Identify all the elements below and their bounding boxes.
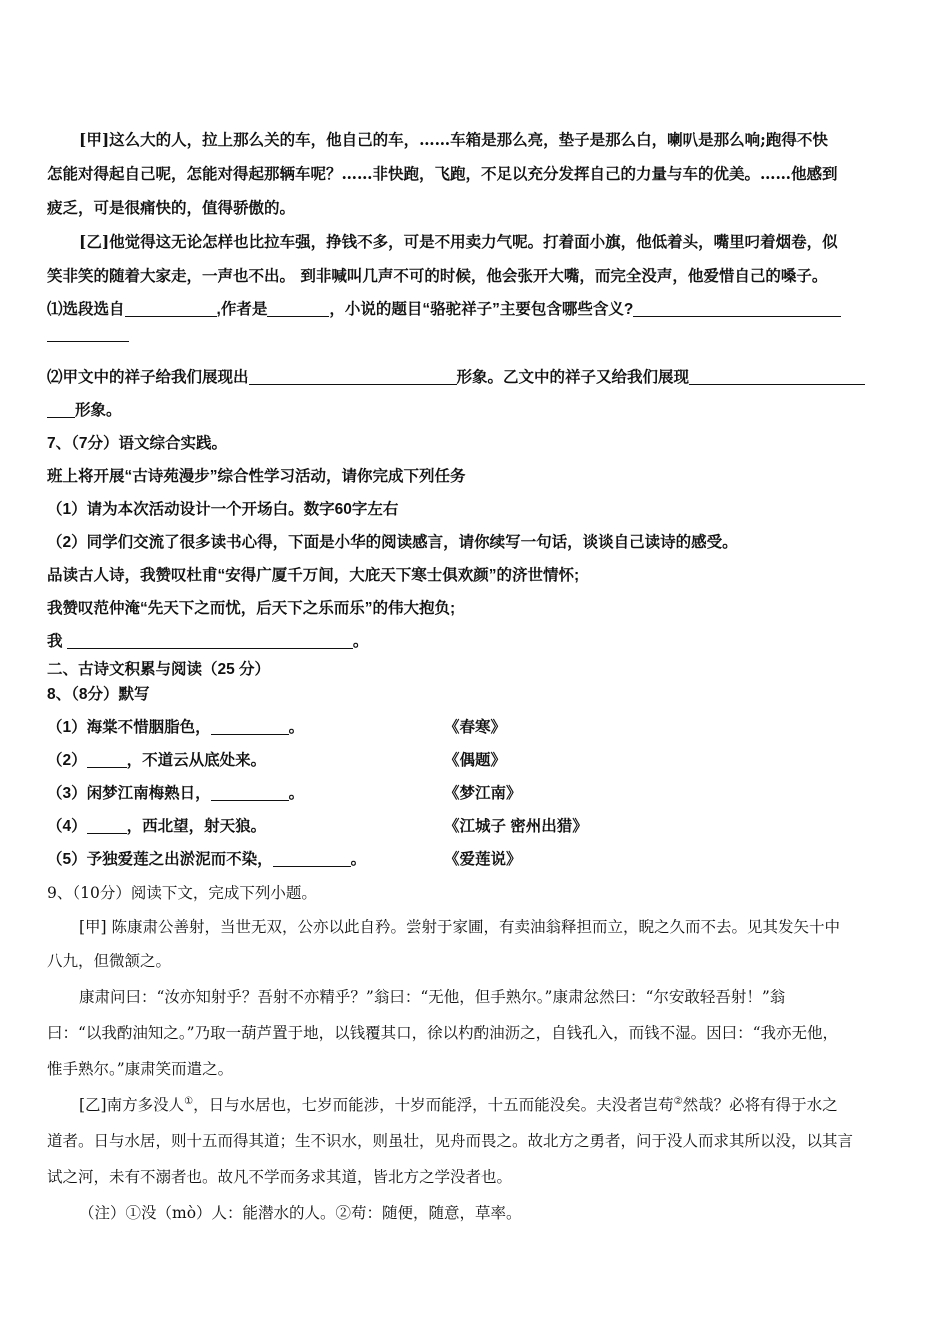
q9-passage-a-line-4: 曰：“以我酌油知之。”乃取一葫芦置于地，以钱覆其口，徐以杓酌油沥之，自钱孔入，而钱不湿。因曰：“我亦无他， xyxy=(47,1024,839,1042)
q8-item-4-text-b: ，西北望，射天狼。 xyxy=(126,818,267,835)
q7-sample-3-text-b: 。 xyxy=(352,633,369,650)
q8-item-5-text-b: 。 xyxy=(350,851,367,868)
q8-item-2-source: 《偶题》 xyxy=(444,752,507,769)
q9-passage-b-line-1 xyxy=(79,1095,838,1115)
footnote-mark-1: ① xyxy=(184,1095,194,1107)
passage-a-line-1: [甲]这么大的人，拉上那么关的车，他自己的车，……车箱是那么亮，垫子是那么白，喇叭是那么响;跑得不快 xyxy=(79,130,828,149)
q7-sample-3-text-a: 我 xyxy=(47,633,63,650)
answer-blank-q8-5[interactable] xyxy=(273,850,351,867)
q8-item-3-source: 《梦江南》 xyxy=(444,785,522,802)
q6-part2-text-c: 形象。 xyxy=(75,402,122,419)
q9-passage-a-line-5: 惟手熟尔。”康肃笑而遣之。 xyxy=(47,1060,234,1078)
answer-blank-reading-feeling[interactable] xyxy=(67,632,353,649)
q6-part1 xyxy=(47,300,841,320)
q9-passage-b-text-c: 然哉？必将有得于水之 xyxy=(682,1096,838,1114)
answer-blank-title-meaning-cont[interactable] xyxy=(47,325,129,342)
answer-blank-q8-4[interactable] xyxy=(87,817,127,834)
q8-item-2-text-a: （2） xyxy=(47,752,87,769)
q9-footnote: （注）①没（mò）人：能潜水的人。②苟：随便，随意，草率。 xyxy=(79,1204,522,1222)
q6-part2-text-b: 形象。乙文中的祥子又给我们展现 xyxy=(456,369,690,386)
q8-item-3 xyxy=(47,784,304,804)
answer-blank-title-meaning[interactable] xyxy=(633,300,841,317)
q9-title: 9、（10分）阅读下文，完成下列小题。 xyxy=(47,884,317,902)
q7-sample-3 xyxy=(47,632,368,652)
q6-part1-continuation xyxy=(47,325,129,345)
q6-part2-text-a: ⑵甲文中的祥子给我们展现出 xyxy=(47,369,249,386)
q7-sample-1: 品读古人诗，我赞叹杜甫“安得广厦千万间，大庇天下寒士俱欢颜”的济世情怀; xyxy=(47,567,580,584)
q7-task-2: （2）同学们交流了很多读书心得，下面是小华的阅读感言，请你续写一句话，谈谈自己读诗的感受。 xyxy=(47,534,738,551)
q7-sample-2: 我赞叹范仲淹“先天下之而忧，后天下之乐而乐”的伟大抱负; xyxy=(47,600,456,617)
q7-title: 7、（7分）语文综合实践。 xyxy=(47,435,227,452)
answer-blank-q8-2[interactable] xyxy=(87,751,127,768)
q9-passage-a-line-1: [甲] 陈康肃公善射，当世无双，公亦以此自矜。尝射于家圃，有卖油翁释担而立，睨之久而不去。见其发矢十中 xyxy=(79,918,841,936)
q8-item-4-source: 《江城子 密州出猎》 xyxy=(444,818,588,835)
q8-item-5 xyxy=(47,850,366,870)
answer-blank-image-b[interactable] xyxy=(689,368,865,385)
q8-item-1-text-b: 。 xyxy=(288,719,305,736)
q7-task-1: （1）请为本次活动设计一个开场白。数字60字左右 xyxy=(47,501,399,518)
passage-a-line-3: 疲乏，可是很痛快的，值得骄傲的。 xyxy=(47,198,296,217)
q8-item-1 xyxy=(47,718,304,738)
q6-part1-text-c: ，小说的题目“骆驼祥子”主要包含哪些含义? xyxy=(329,301,634,318)
answer-blank-image-b-cont[interactable] xyxy=(47,401,75,418)
answer-blank-author[interactable] xyxy=(267,300,329,317)
q6-part1-text-b: ,作者是 xyxy=(216,301,268,318)
q8-title: 8、（8分）默写 xyxy=(47,686,150,703)
passage-b-line-2: 笑非笑的随着大家走，一声也不出。 到非喊叫几声不可的时候，他会张开大嘴，而完全没声，他爱惜自己的嗓子。 xyxy=(47,266,828,285)
q8-item-1-text-a: （1）海棠不惜胭脂色， xyxy=(47,719,211,736)
answer-blank-q8-3[interactable] xyxy=(211,784,289,801)
q6-part2-continuation xyxy=(47,401,122,421)
q8-item-5-source: 《爱莲说》 xyxy=(444,851,522,868)
answer-blank-source[interactable] xyxy=(125,300,217,317)
q8-item-4-text-a: （4） xyxy=(47,818,87,835)
q8-item-4 xyxy=(47,817,266,837)
q8-item-3-text-b: 。 xyxy=(288,785,305,802)
q6-part1-text-a: ⑴选段选自 xyxy=(47,301,125,318)
q8-item-3-text-a: （3）闲梦江南梅熟日， xyxy=(47,785,211,802)
q9-passage-b-line-3: 试之河，未有不溺者也。故凡不学而务求其道，皆北方之学没者也。 xyxy=(47,1168,513,1186)
answer-blank-image-a[interactable] xyxy=(249,368,457,385)
q8-item-5-text-a: （5）予独爱莲之出淤泥而不染， xyxy=(47,851,273,868)
section-2-title: 二、古诗文积累与阅读（25 分） xyxy=(47,661,271,678)
q9-passage-b-text-b: ，日与水居也，七岁而能涉，十岁而能浮，十五而能没矣。夫没者岂苟 xyxy=(193,1096,674,1114)
q8-item-2 xyxy=(47,751,266,771)
q9-passage-b-line-2: 道者。日与水居，则十五而得其道；生不识水，则虽壮，见舟而畏之。故北方之勇者，问于没人而求其所以没，以其言 xyxy=(47,1132,854,1150)
passage-b-line-1: [乙]他觉得这无论怎样也比拉车强，挣钱不多，可是不用卖力气呢。打着面小旗，他低着头，嘴里叼着烟卷，似 xyxy=(79,232,838,251)
answer-blank-q8-1[interactable] xyxy=(211,718,289,735)
q8-item-1-source: 《春寒》 xyxy=(444,719,507,736)
q9-passage-b-text-a: [乙]南方多没人 xyxy=(79,1096,185,1114)
q6-part2 xyxy=(47,368,865,388)
q9-passage-a-line-2: 八九，但微颔之。 xyxy=(47,952,172,970)
q8-item-2-text-b: ，不道云从底处来。 xyxy=(126,752,267,769)
q7-intro: 班上将开展“古诗苑漫步”综合性学习活动，请你完成下列任务 xyxy=(47,468,466,485)
q9-passage-a-line-3: 康肃问曰：“汝亦知射乎？吾射不亦精乎？”翁曰：“无他，但手熟尔。”康肃忿然曰：“尔安敢轻吾射！”翁 xyxy=(79,988,786,1006)
footnote-mark-2: ② xyxy=(673,1095,683,1107)
passage-a-line-2: 怎能对得起自己呢，怎能对得起那辆车呢？……非快跑，飞跑，不足以充分发挥自己的力量与车的优美。……他感到 xyxy=(47,164,838,183)
